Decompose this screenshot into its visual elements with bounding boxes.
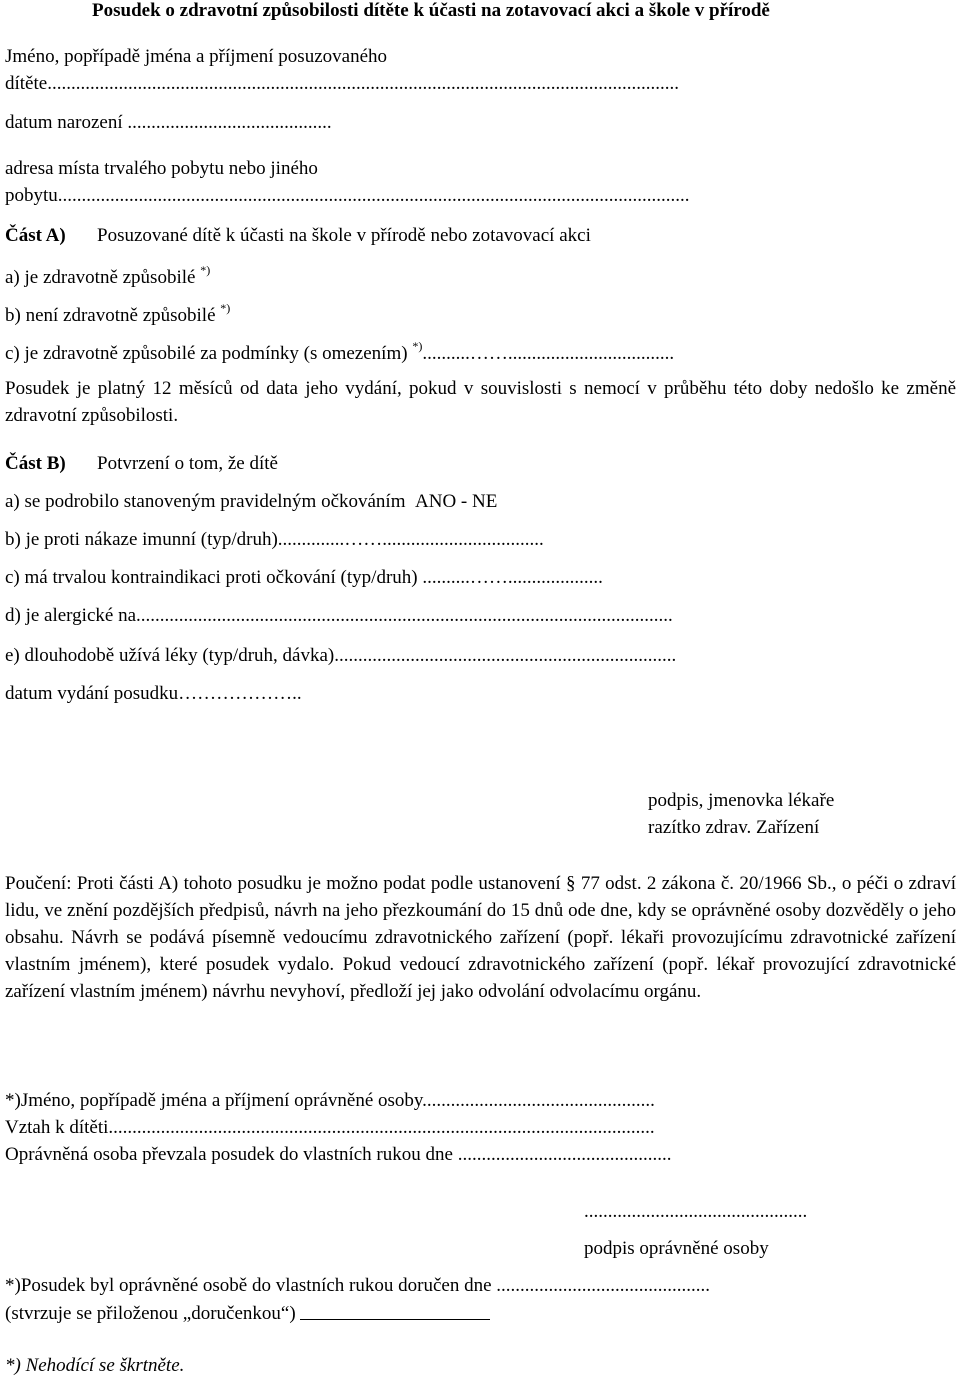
child-name-label: Jméno, popřípadě jména a příjmení posuzovaného: [5, 46, 388, 67]
delivery-confirmation-text: (stvrzuje se přiloženou „doručenkou“): [5, 1303, 296, 1324]
part-b-item-a: [5, 491, 497, 513]
part-b-heading: Potvrzení o tom, že dítě: [97, 453, 278, 474]
part-a-option-b[interactable]: [5, 301, 230, 327]
address-label: adresa místa trvalého pobytu nebo jiného: [5, 158, 318, 179]
part-b-item-b[interactable]: b) je proti nákaze imunní (typ/druh)..............……..................................: [5, 529, 544, 550]
option-b-text: b) není zdravotně způsobilé: [5, 305, 216, 326]
delivery-date-field[interactable]: *)Posudek byl oprávněné osobě do vlastních rukou doručen dne .............................................: [5, 1275, 711, 1296]
birth-date-field[interactable]: datum narození ...........................................: [5, 112, 332, 133]
footnote: *) Nehodící se škrtněte.: [5, 1355, 185, 1376]
guardian-relation-field[interactable]: Vztah k dítěti...................................................................................................................: [5, 1117, 655, 1138]
document-title: Posudek o zdravotní způsobilosti dítěte k účasti na zotavovací akci a škole v přírodě: [92, 0, 770, 21]
confirmation-blank-line[interactable]: [300, 1302, 490, 1320]
delivery-confirmation: [5, 1302, 490, 1325]
part-b-header: [5, 453, 278, 475]
part-a-heading: Posuzované dítě k účasti na škole v přírodě nebo zotavovací akci: [97, 225, 591, 246]
address-field[interactable]: pobytu.....................................................................................................................................: [5, 185, 690, 206]
yes-no-choice[interactable]: ANO - NE: [415, 491, 498, 512]
validity-note: Posudek je platný 12 měsíců od data jeho vydání, pokud v souvislosti s nemocí v průběhu této doby nedošlo ke změně zdravotní způsobilosti.: [5, 378, 956, 426]
part-a-option-c[interactable]: [5, 339, 674, 365]
doctor-signature-label: podpis, jmenovka lékaře: [648, 790, 835, 811]
received-date-field[interactable]: Oprávněná osoba převzala posudek do vlastních rukou dne .............................................: [5, 1144, 672, 1165]
vaccination-text: a) se podrobilo stanoveným pravidelným očkováním: [5, 491, 406, 512]
option-a-text: a) je zdravotně způsobilé: [5, 267, 196, 288]
part-a-option-a[interactable]: [5, 263, 210, 289]
doctor-stamp-label: razítko zdrav. Zařízení: [648, 817, 820, 838]
part-b-item-e[interactable]: e) dlouhodobě užívá léky (typ/druh, dávka)........................................................................: [5, 645, 677, 666]
part-b-label: Část B): [5, 453, 66, 474]
asterisk-note: *): [412, 339, 423, 353]
part-b-item-c[interactable]: c) má trvalou kontraindikaci proti očkování (typ/druh) ..........……....................: [5, 567, 603, 588]
guardian-signature-label: podpis oprávněné osoby: [584, 1238, 769, 1259]
option-c-dots: ..........……...................................: [422, 343, 675, 364]
asterisk-note: *): [220, 301, 231, 315]
appeal-instruction: Poučení: Proti části A) tohoto posudku je možno podat podle ustanovení § 77 odst. 2 zákona č. 20/1966 Sb., o péči o zdraví lidu, ve znění pozdějších předpisů, návrh na jeho přezkoumání do 15 dnů ode dne, kdy se oprávněné osoby dozvěděly o jeho obsahu. Návrh se podává písemně vedoucímu zdravotnického zařízení (popř. lékaři provozujícímu zdravotnické zařízení vlastním jménem), které posudek vydalo. Pokud vedoucí zdravotnického zařízení (popř. lékař provozující zdravotnické zařízení vlastním jménem) návrhu nevyhoví, předloží jej jako odvolání odvolacímu orgánu.: [5, 873, 956, 1002]
part-b-item-d[interactable]: d) je alergické na.................................................................................................................: [5, 605, 673, 626]
guardian-signature-line[interactable]: ...............................................: [584, 1201, 808, 1222]
part-a-label: Část A): [5, 225, 66, 246]
guardian-name-field[interactable]: *)Jméno, popřípadě jména a příjmení oprávněné osoby.................................................: [5, 1090, 655, 1111]
asterisk-note: *): [200, 263, 211, 277]
option-c-text: c) je zdravotně způsobilé za podmínky (s omezením): [5, 343, 408, 364]
part-a-header: [5, 225, 591, 247]
issue-date-field[interactable]: datum vydání posudku………………..: [5, 683, 302, 704]
child-name-field[interactable]: dítěte.....................................................................................................................................: [5, 73, 679, 94]
